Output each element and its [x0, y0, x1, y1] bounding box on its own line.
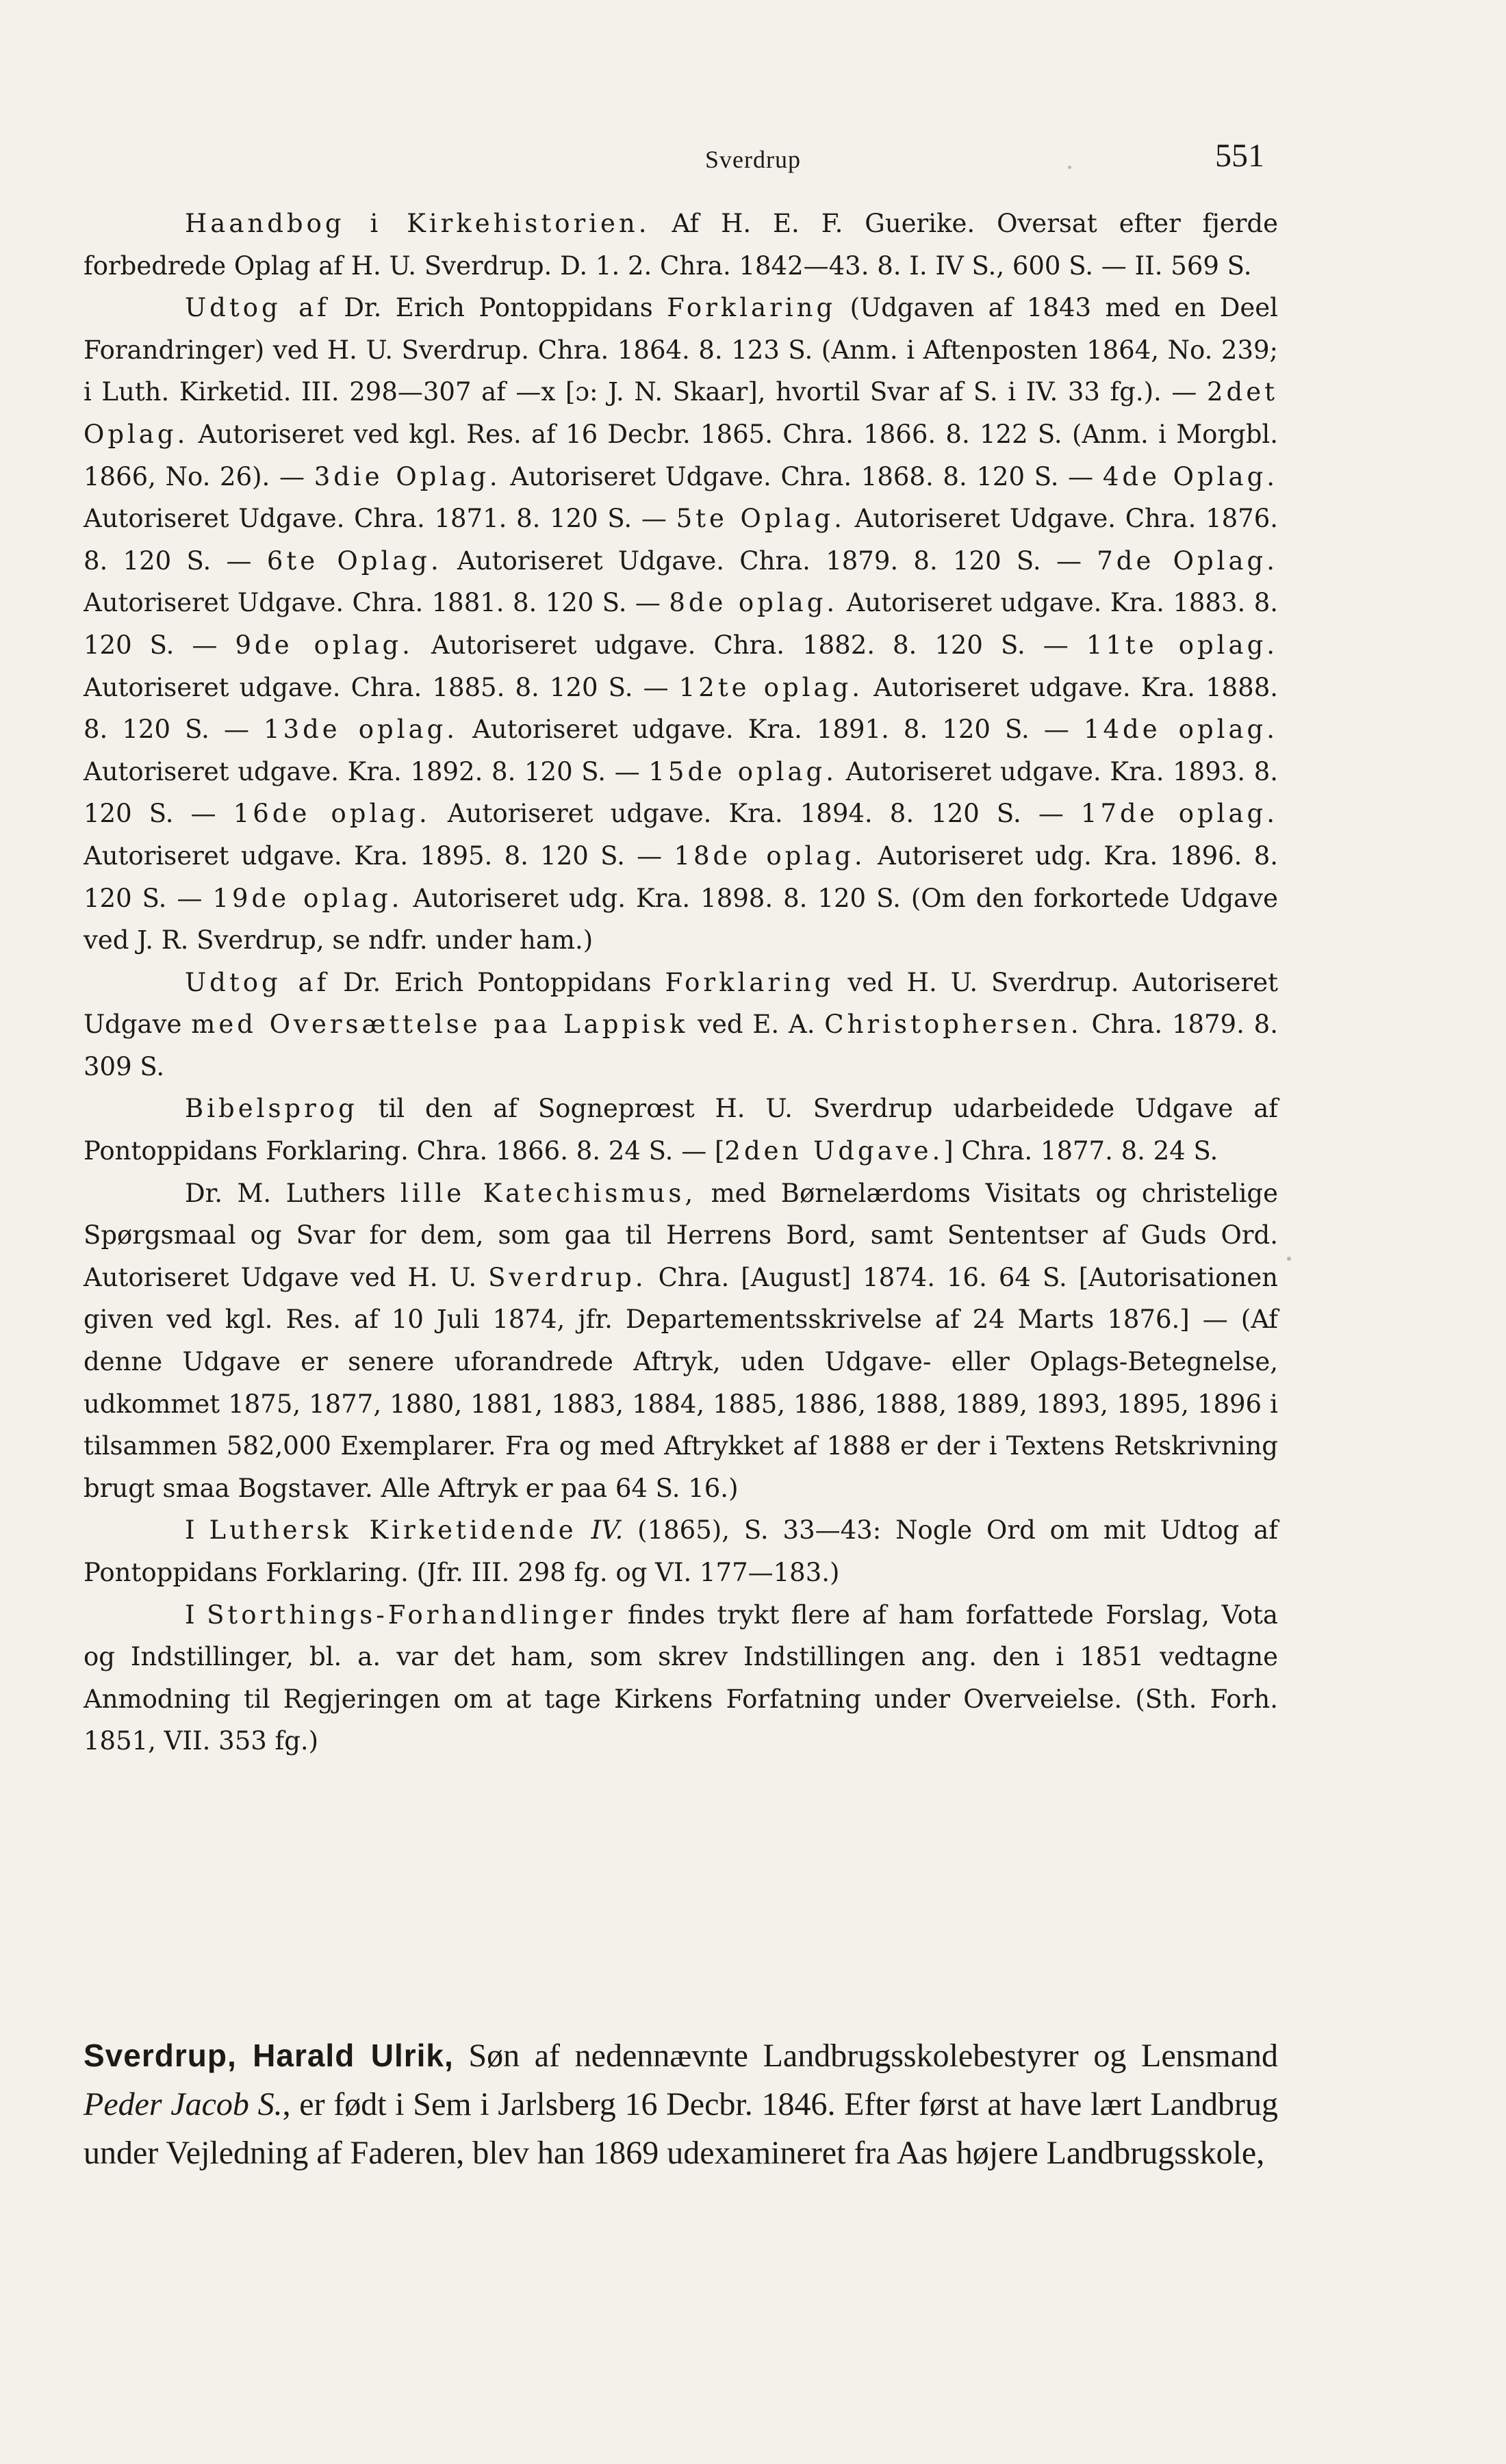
entry-text: Autoriseret udgave. Kra. 1895. 8. 120 S. —	[84, 840, 663, 871]
entry-lead: I	[185, 1600, 195, 1630]
edition-label: 14de oplag.	[1083, 715, 1278, 745]
entry-text: Autoriseret udgave. Kra. 1892. 8. 120 S. —	[84, 756, 640, 786]
editor-name: Sverdrup.	[488, 1262, 647, 1292]
entry-text: ved H. U. Sverdrup.	[847, 967, 1119, 997]
entry-text: Chra. 1879. 8. 309 S.	[84, 1010, 1278, 1081]
work-title: Storthings-Forhandlinger	[207, 1600, 616, 1630]
bibliography-entry	[84, 962, 1278, 1088]
volume-number: IV.	[591, 1515, 624, 1545]
entry-text: til den af Sogneprœst H. U. Sverdrup udarbeidede Udgave af Pontoppidans Forklaring. Chra. 1866. 8. 24 S. — [	[84, 1094, 1278, 1166]
author-name: Dr. M. Luthers	[185, 1178, 386, 1208]
entry-text: Autoriseret Udgave	[84, 967, 1278, 1040]
edition-label: 9de oplag.	[235, 630, 413, 660]
entry-text: Autoriseret Udgave. Chra. 1881. 8. 120 S. —	[84, 588, 661, 618]
edition-label: 17de oplag.	[1080, 799, 1278, 829]
edition-label: 8de oplag.	[669, 588, 839, 618]
edition-label: 5te Oplag.	[676, 504, 845, 534]
biography-text: , er født i Sem i Jarlsberg 16 Decbr. 1846. Efter først at have lært Landbrug under Vejledning af Faderen, blev han 1869 udexamineret fra Aas højere Landbrugsskole,	[84, 2086, 1279, 2171]
entry-text: Af H. E. F. Guerike. Oversat efter fjerde forbedrede Oplag af H. U. Sverdrup. D. 1. 2. Chra. 1842—43. 8. I. IV S., 600 S. — II. 569 S.	[84, 209, 1278, 281]
work-title: Luthersk Kirketidende	[209, 1515, 577, 1545]
entry-text: Autoriseret udgave. Kra. 1894. 8. 120 S. —	[447, 799, 1064, 829]
ink-speck	[1287, 1257, 1291, 1261]
entry-text: ] Chra. 1877. 8. 24 S.	[943, 1136, 1218, 1166]
edition-label: 11te oplag.	[1086, 630, 1279, 660]
entry-text: Autoriseret Udgave. Chra. 1871. 8. 120 S. —	[84, 504, 667, 534]
work-title: Forklaring	[665, 967, 834, 997]
entry-text: Autoriseret ved kgl. Res. af 16 Decbr. 1865. Chra. 1866. 8. 122 S. (Anm. i Morgbl. 1866, No. 26). —	[84, 419, 1279, 491]
work-title: Forklaring	[667, 293, 837, 323]
edition-label: 2den Udgave.	[724, 1136, 944, 1166]
work-title: Bibelsprog	[185, 1094, 358, 1124]
entry-lead: Udtog af	[185, 967, 330, 997]
edition-label: 12te oplag.	[678, 672, 864, 702]
father-name: Peder Jacob S.	[84, 2086, 283, 2122]
bibliography-column	[84, 203, 1278, 1762]
entry-text: (Udgaven af 1843 med en Deel Forandringer) ved H. U. Sverdrup. Chra. 1864. 8. 123 S. (Anm. i Aftenposten 1864, No. 239; i Luth. Kirketid. III. 298—307 af —x [ɔ: J. N. Skaar], hvortil Svar af S. i IV. 33 fg.). —	[84, 293, 1278, 407]
biography-name: Sverdrup, Harald Ulrik,	[84, 2038, 454, 2073]
bibliography-entry	[84, 1172, 1278, 1510]
entry-text: Autoriseret udgave. Kra. 1888. 8. 120 S. —	[84, 672, 1278, 745]
entry-text: Autoriseret udgave. Chra. 1885. 8. 120 S. —	[84, 672, 669, 702]
ink-speck	[1068, 166, 1071, 169]
edition-label: 7de Oplag.	[1097, 546, 1278, 576]
entry-text: Autoriseret udgave. Kra. 1893. 8. 120 S. —	[84, 756, 1279, 829]
spaced-text: Christophersen.	[824, 1010, 1082, 1040]
bibliography-entry	[84, 203, 1278, 287]
biography-paragraph	[84, 2031, 1278, 2177]
bibliography-entry	[84, 287, 1278, 962]
page-number: 551	[1215, 138, 1264, 174]
entry-text: Autoriseret udg. Kra. 1896. 8. 120 S. —	[84, 840, 1279, 913]
edition-label: 3die Oplag.	[314, 461, 501, 491]
entry-lead: I	[185, 1515, 195, 1545]
entry-text: Autoriseret Udgave. Chra. 1879. 8. 120 S. —	[457, 546, 1082, 576]
author-name: Dr. Erich Pontoppidans	[344, 293, 653, 323]
entry-text: Autoriseret udg. Kra. 1898. 8. 120 S. (Om den forkortede Udgave ved J. R. Sverdrup, se ndfr. under ham.)	[84, 883, 1278, 955]
entry-text: med Børnelærdoms Visitats og christelige Spørgsmaal og Svar for dem, som gaa til Herrens Bord, samt Sententser af Guds Ord. Autoriseret Udgave ved H. U.	[84, 1178, 1278, 1292]
bibliography-entry	[84, 1088, 1278, 1172]
work-title: lille Katechismus,	[400, 1178, 697, 1208]
entry-text: Autoriseret udgave. Chra. 1882. 8. 120 S. —	[431, 630, 1069, 660]
biography-text: Søn af nedennævnte Landbrugsskolebestyrer og Lensmand	[468, 2038, 1279, 2074]
work-title: Haandbog i Kirkehistorien.	[185, 209, 650, 238]
entry-text: findes trykt flere af ham forfattede Forslag, Vota og Indstillinger, bl. a. var det ham, som skrev Indstillingen ang. den i 1851 vedtagne Anmodning til Regjeringen om at tage Kirkens Forfatning under Overveielse. (Sth. Forh. 1851, VII. 353 fg.)	[84, 1600, 1278, 1756]
edition-label: 18de oplag.	[674, 840, 866, 871]
entry-text: ved E. A.	[698, 1010, 815, 1040]
edition-label: 13de oplag.	[264, 715, 459, 745]
edition-label: 15de oplag.	[648, 756, 837, 786]
entry-text: Autoriseret udgave. Kra. 1883. 8. 120 S. —	[84, 588, 1278, 660]
entry-lead: Udtog af	[185, 293, 330, 323]
entry-text: Autoriseret Udgave. Chra. 1876. 8. 120 S. —	[84, 504, 1278, 576]
edition-label: 16de oplag.	[233, 799, 431, 829]
entry-text: Autoriseret Udgave. Chra. 1868. 8. 120 S. —	[510, 461, 1094, 491]
running-title: Sverdrup	[705, 146, 801, 173]
edition-label: 4de Oplag.	[1102, 461, 1279, 491]
spaced-text: med Oversættelse paa Lappisk	[191, 1010, 689, 1040]
bibliography-entry	[84, 1509, 1278, 1593]
edition-label: 6te Oplag.	[266, 546, 442, 576]
entry-text: Chra. [August] 1874. 16. 64 S. [Autorisationen given ved kgl. Res. af 10 Juli 1874, jfr. Departementsskrivelse af 24 Marts 1876.] — (Af denne Udgave er senere uforandrede Aftryk, uden Udgave- eller Oplags-Betegnelse, udkommet 1875, 1877, 1880, 1881, 1883, 1884, 1885, 1886, 1888, 1889, 1893, 1895, 1896 i tilsammen 582,000 Exemplarer. Fra og med Aftrykket af 1888 er der i Textens Retskrivning brugt smaa Bogstaver. Alle Aftryk er paa 64 S. 16.)	[84, 1262, 1278, 1503]
entry-text: (1865), S. 33—43: Nogle Ord om mit Udtog af Pontoppidans Forklaring. (Jfr. III. 298 fg. og VI. 177—183.)	[84, 1515, 1278, 1587]
edition-label: 2det Oplag.	[84, 377, 1278, 449]
bibliography-entry	[84, 1594, 1278, 1762]
entry-text: Autoriseret udgave. Kra. 1891. 8. 120 S. —	[472, 715, 1069, 745]
author-name: Dr. Erich Pontoppidans	[343, 967, 652, 997]
edition-label: 19de oplag.	[212, 883, 403, 913]
